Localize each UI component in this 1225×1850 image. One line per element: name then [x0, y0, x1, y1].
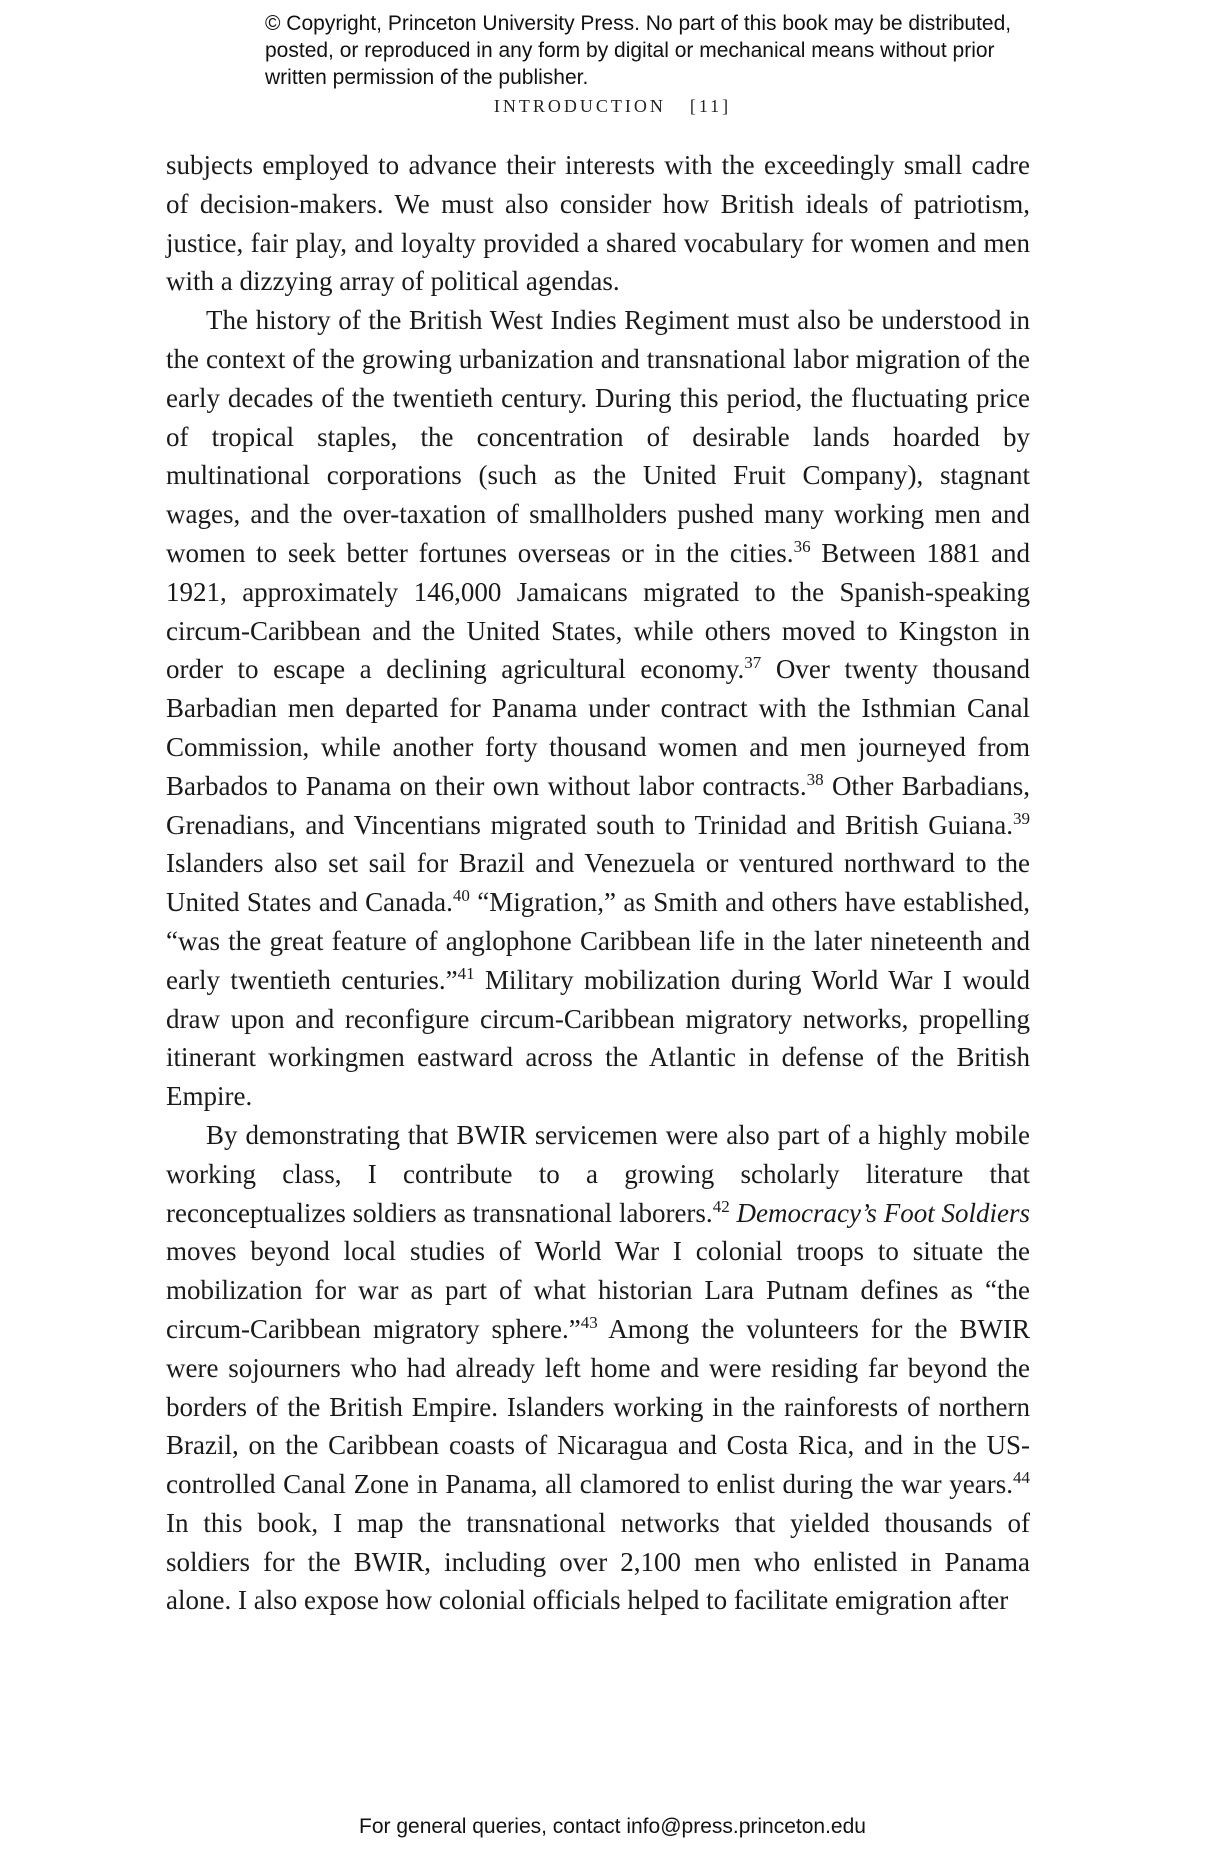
- text-segment: subjects employed to advance their interests with the exceedingly small cadre of decision-makers. We must also consider how British ideals of patriotism, justice, fair play, and loyalty provided a shared vocabulary for women and men with a dizzying array of political agendas.: [166, 150, 1030, 297]
- text-segment: In this book, I map the transnational networks that yielded thousands of soldiers for the BWIR, including over 2,100 men who enlisted in Panama alone. I also expose how colonial officials helped to facilitate emigration after: [166, 1507, 1030, 1616]
- text-segment: moves beyond local studies of World War I colonial troops to situate the mobilization for war as part of what historian Lara Putnam defines as “the circum-Caribbean migratory sphere.”: [166, 1236, 1030, 1344]
- running-head-page-number: [11]: [689, 96, 732, 116]
- copyright-notice: © Copyright, Princeton University Press. No part of this book may be distributed, posted, or reproduced in any form by digital or mechanical means without prior written permission of the publisher.: [265, 12, 1012, 89]
- text-segment: By demonstrating that BWIR servicemen were also part of a highly mobile working class, I contribute to a growing scholarly literature that reconceptualizes soldiers as transnational laborers.: [166, 1119, 1030, 1228]
- footnote-ref: 38: [806, 769, 824, 789]
- text-segment: Military mobilization during World War I would draw upon and reconfigure circum-Caribbean migratory networks, propelling itinerant workingmen eastward across the Atlantic in defense of the British Empire.: [166, 964, 1030, 1112]
- footnote-ref: 40: [452, 886, 470, 906]
- footer-contact: For general queries, contact info@press.princeton.edu: [359, 1815, 866, 1838]
- text-segment: Between 1881 and 1921, approximately 146,000 Jamaicans migrated to the Spanish-speaking circum-Caribbean and the United States, while others moved to Kingston in order to escape a declining agricultural economy.: [166, 537, 1031, 685]
- text-segment: Islanders also set sail for Brazil and Venezuela or ventured northward to the United States and Canada.: [166, 848, 1030, 918]
- footnote-ref: 43: [580, 1312, 598, 1332]
- text-segment: “Migration,” as Smith and others have established, “was the great feature of anglophone Caribbean life in the later nineteenth and early twentieth centuries.”: [166, 887, 1030, 995]
- text-segment: Among the volunteers for the BWIR were sojourners who had already left home and were residing far beyond the borders of the British Empire. Islanders working in the rainforests of northern Brazil, on the Caribbean coasts of Nicaragua and Costa Rica, and in the US-controlled Canal Zone in Panama, all clamored to enlist during the war years.: [166, 1313, 1030, 1500]
- running-head-section: INTRODUCTION: [493, 96, 666, 116]
- paragraph: [166, 146, 1030, 301]
- paragraph: [166, 1116, 1030, 1620]
- footnote-ref: 42: [712, 1196, 730, 1216]
- footnote-ref: 41: [457, 963, 475, 983]
- footnote-ref: 37: [744, 653, 762, 673]
- running-head: [0, 96, 1225, 117]
- text-segment: Other Barbadians, Grenadians, and Vincentians migrated south to Trinidad and British Guiana.: [166, 770, 1031, 840]
- text-segment: Over twenty thousand Barbadian men departed for Panama under contract with the Isthmian Canal Commission, while another forty thousand women and men journeyed from Barbados to Panama on their own without labor contracts.: [166, 654, 1031, 801]
- book-title: Democracy’s Foot Soldiers: [736, 1197, 1031, 1228]
- footnote-ref: 44: [1013, 1468, 1030, 1488]
- footnote-ref: 39: [1013, 808, 1030, 828]
- body-text: [166, 146, 1030, 1620]
- text-segment: The history of the British West Indies Regiment must also be understood in the context of the growing urbanization and transnational labor migration of the early decades of the twentieth century. During this period, the fluctuating price of tropical staples, the concentration of desirable lands hoarded by multinational corporations (such as the United Fruit Company), stagnant wages, and the over-taxation of smallholders pushed many working men and women to seek better fortunes overseas or in the cities.: [166, 305, 1030, 568]
- paragraph: [166, 301, 1030, 1116]
- footnote-ref: 36: [793, 536, 811, 556]
